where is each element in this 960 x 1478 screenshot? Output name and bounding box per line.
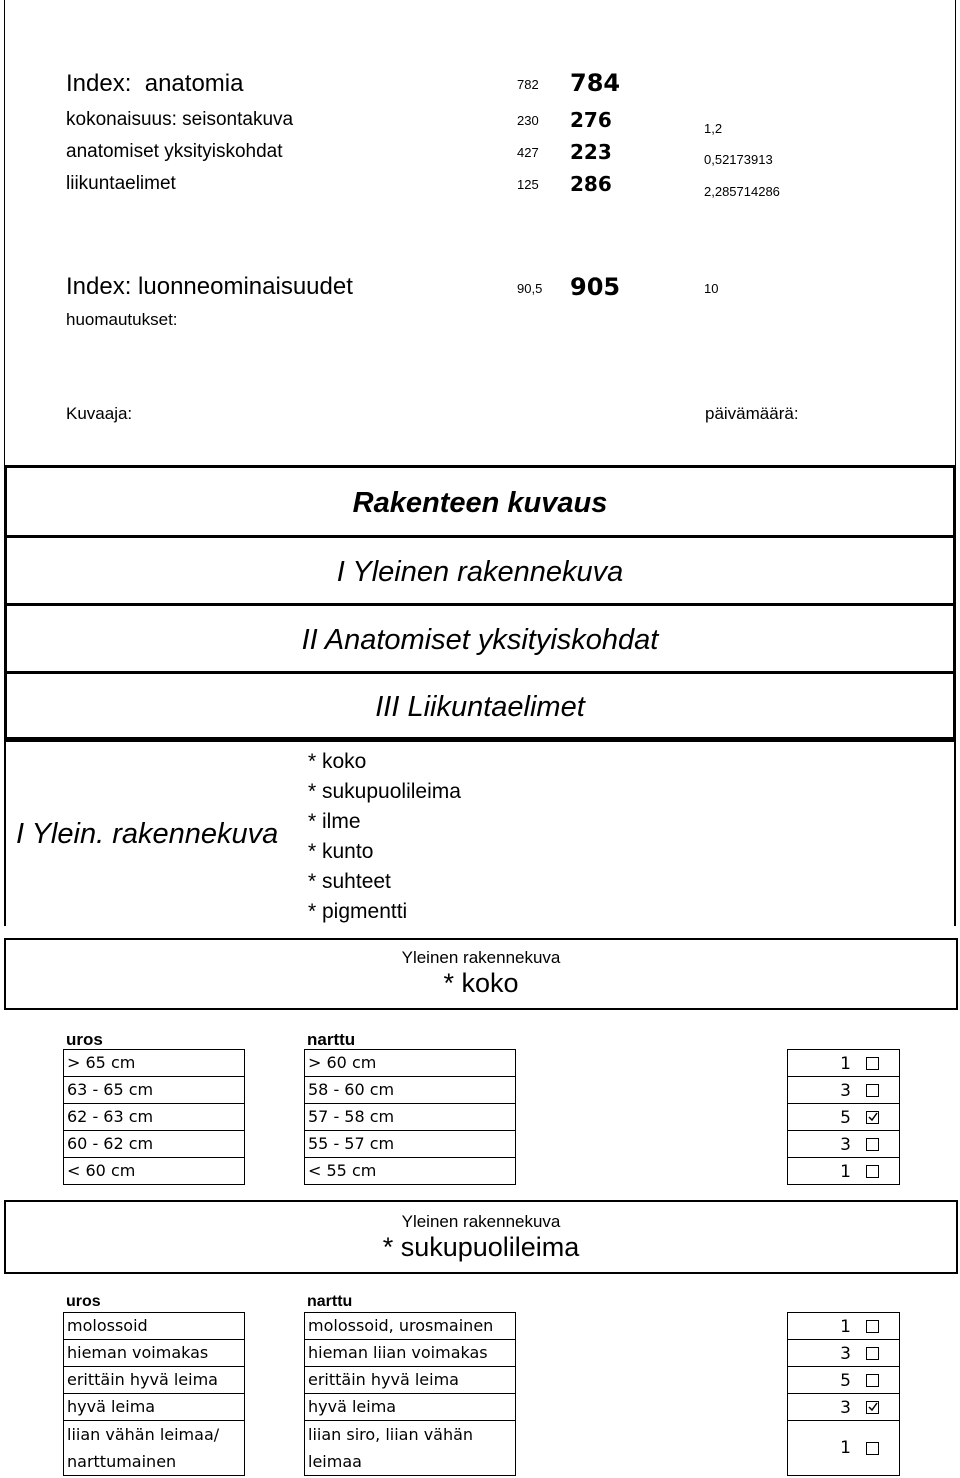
score-cell xyxy=(787,1339,900,1367)
score-cell xyxy=(787,1366,900,1394)
score-cell xyxy=(787,1049,900,1077)
score-cell xyxy=(787,1076,900,1104)
checkbox-empty-icon[interactable] xyxy=(866,1320,879,1333)
size-title: * koko xyxy=(443,968,519,998)
male-cell: 60 - 62 cm xyxy=(63,1130,245,1158)
score-value: 1 xyxy=(840,1162,851,1182)
male-cell xyxy=(63,1420,245,1476)
header-locomotion-text: III Liikuntaelimet xyxy=(375,691,585,723)
checkbox-empty-icon[interactable] xyxy=(866,1374,879,1387)
score-value: 3 xyxy=(840,1135,851,1155)
header-general xyxy=(4,535,956,603)
index-anatomy-small: 782 xyxy=(517,77,539,92)
row-ratio-anatomical: 0,52173913 xyxy=(704,152,773,167)
row-small-locomotion: 125 xyxy=(517,177,539,192)
checkbox-empty-icon[interactable] xyxy=(866,1347,879,1360)
size-subtitle: Yleinen rakennekuva xyxy=(401,948,561,967)
list-item: * kunto xyxy=(308,840,374,863)
male-column-header: uros xyxy=(66,1030,103,1049)
male-column-header: uros xyxy=(66,1293,101,1310)
male-cell: molossoid xyxy=(63,1312,245,1340)
checkbox-checked-icon[interactable] xyxy=(866,1401,879,1414)
checkbox-empty-icon[interactable] xyxy=(866,1084,879,1097)
index-anatomy-big: 784 xyxy=(570,69,621,97)
size-section-header xyxy=(4,938,958,1010)
male-cell: > 65 cm xyxy=(63,1049,245,1077)
index-anatomy-title xyxy=(66,70,243,98)
index-temperament-ratio: 10 xyxy=(704,281,719,296)
female-column-header: narttu xyxy=(307,1293,353,1310)
score-cell xyxy=(787,1312,900,1340)
page-frame-right xyxy=(955,0,956,465)
checkbox-empty-icon[interactable] xyxy=(866,1442,879,1455)
row-mid-anatomical: 223 xyxy=(570,140,612,164)
sex-title: * sukupuolileima xyxy=(382,1232,580,1262)
row-mid-standing: 276 xyxy=(570,108,612,132)
score-cell xyxy=(787,1130,900,1158)
date-label: päivämäärä: xyxy=(705,404,799,423)
main-header-text: Rakenteen kuvaus xyxy=(352,487,608,519)
female-cell: 57 - 58 cm xyxy=(304,1103,516,1131)
checkbox-empty-icon[interactable] xyxy=(866,1165,879,1178)
checkbox-empty-icon[interactable] xyxy=(866,1138,879,1151)
female-cell xyxy=(304,1420,516,1476)
score-value: 3 xyxy=(840,1344,851,1364)
score-value: 1 xyxy=(840,1317,851,1337)
index-temperament-small: 90,5 xyxy=(517,281,543,296)
index-temperament-big: 905 xyxy=(570,273,621,301)
male-cell: hyvä leima xyxy=(63,1393,245,1421)
index-value: anatomia xyxy=(144,70,244,97)
score-value: 1 xyxy=(840,1438,851,1458)
row-label-anatomical: anatomiset yksityiskohdat xyxy=(66,141,283,162)
row-small-standing: 230 xyxy=(517,113,539,128)
photographer-label: Kuvaaja: xyxy=(66,404,133,423)
male-cell: < 60 cm xyxy=(63,1157,245,1185)
sex-subtitle: Yleinen rakennekuva xyxy=(401,1212,561,1231)
female-cell: hieman liian voimakas xyxy=(304,1339,516,1367)
female-cell-line: liian siro, liian vähän xyxy=(308,1425,474,1444)
list-item: * sukupuolileima xyxy=(308,780,461,803)
score-cell xyxy=(787,1420,900,1476)
list-item: * koko xyxy=(308,750,367,773)
score-value: 5 xyxy=(840,1371,851,1391)
row-label-standing: kokonaisuus: seisontakuva xyxy=(66,109,294,130)
score-value: 3 xyxy=(840,1081,851,1101)
score-value: 3 xyxy=(840,1398,851,1418)
male-cell-line: liian vähän leimaa/ xyxy=(67,1425,220,1444)
female-cell: < 55 cm xyxy=(304,1157,516,1185)
index-temperament-title: Index: luonneominaisuudet xyxy=(66,273,353,300)
female-cell: > 60 cm xyxy=(304,1049,516,1077)
header-locomotion xyxy=(4,671,956,740)
main-header xyxy=(4,465,956,535)
row-small-anatomical: 427 xyxy=(517,145,539,160)
male-cell: 63 - 65 cm xyxy=(63,1076,245,1104)
notes-label: huomautukset: xyxy=(66,310,178,329)
general-items-list xyxy=(308,747,461,927)
header-anatomical-text: II Anatomiset yksityiskohdat xyxy=(301,624,659,656)
index-label: Index: xyxy=(66,70,132,97)
male-cell-line: narttumainen xyxy=(67,1452,177,1471)
male-cell: 62 - 63 cm xyxy=(63,1103,245,1131)
female-column-header: narttu xyxy=(307,1030,356,1049)
female-cell-line: leimaa xyxy=(308,1452,362,1471)
female-cell: erittäin hyvä leima xyxy=(304,1366,516,1394)
checkbox-empty-icon[interactable] xyxy=(866,1057,879,1070)
row-ratio-locomotion: 2,285714286 xyxy=(704,184,780,199)
score-value: 5 xyxy=(840,1108,851,1128)
general-section-label: I Ylein. rakennekuva xyxy=(16,818,279,850)
checkbox-checked-icon[interactable] xyxy=(866,1111,879,1124)
header-general-text: I Yleinen rakennekuva xyxy=(336,556,624,588)
sex-section-header xyxy=(4,1200,958,1274)
score-cell xyxy=(787,1157,900,1185)
female-cell: molossoid, urosmainen xyxy=(304,1312,516,1340)
row-mid-locomotion: 286 xyxy=(570,172,612,196)
female-cell: 58 - 60 cm xyxy=(304,1076,516,1104)
page-frame-left xyxy=(4,0,5,465)
list-item: * suhteet xyxy=(308,870,391,893)
score-cell xyxy=(787,1393,900,1421)
female-cell: hyvä leima xyxy=(304,1393,516,1421)
female-cell: 55 - 57 cm xyxy=(304,1130,516,1158)
row-label-locomotion: liikuntaelimet xyxy=(66,173,176,194)
row-ratio-standing: 1,2 xyxy=(704,121,723,136)
score-value: 1 xyxy=(840,1054,851,1074)
male-cell: hieman voimakas xyxy=(63,1339,245,1367)
male-cell: erittäin hyvä leima xyxy=(63,1366,245,1394)
list-item: * pigmentti xyxy=(308,900,408,923)
list-item: * ilme xyxy=(308,810,361,833)
score-cell xyxy=(787,1103,900,1131)
header-anatomical xyxy=(4,603,956,671)
